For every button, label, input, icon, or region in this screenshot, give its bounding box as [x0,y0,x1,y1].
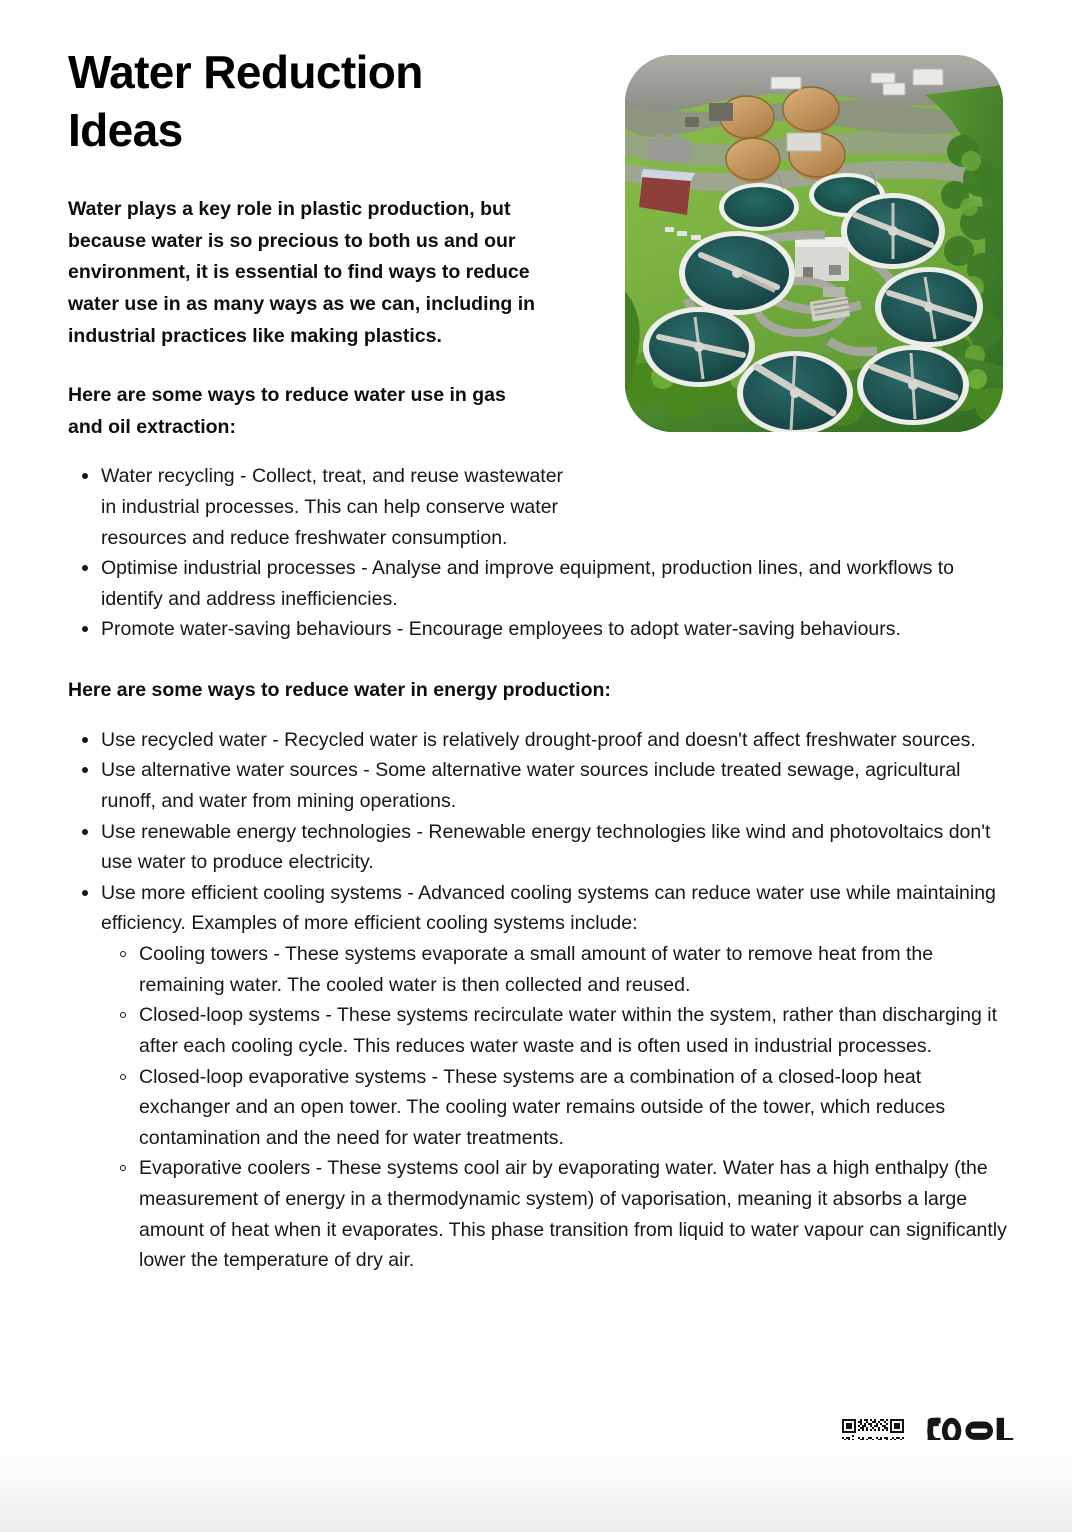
list-item-text: Optimise industrial processes - Analyse and improve equipment, production lines, and workflows to identify and address inefficiencies. [101,557,955,610]
section-1-heading: Here are some ways to reduce water use in gas and oil extraction: [68,383,506,438]
lead-paragraph: Water plays a key role in plastic production, but because water is so precious to both us and our environment, it is essential to find ways to reduce water use in as many ways as we can, including in industrial practices like making plastics. [68,197,536,348]
list-item-text: Water recycling - Collect, treat, and reuse wastewater in industrial processes. This can help conserve water resources and reduce freshwater consumption. [101,465,564,549]
page-title-line-1: Water Reduction [68,46,423,98]
qr-code[interactable] [840,1417,906,1483]
cool-org-logo[interactable] [924,1414,1016,1486]
page-title-line-2: Ideas [68,103,183,156]
list-item [139,1000,1012,1061]
document-body [68,44,1012,1276]
list-item-text: Use alternative water sources - Some alternative water sources include treated sewage, agricultural runoff, and water from mining operations. [101,759,961,813]
list-item-text: Cooling towers - These systems evaporate a small amount of water to remove heat from the remaining water. The cooled water is then collected and reused. [139,943,934,996]
list-item [139,939,1012,1000]
list-item [101,755,1012,816]
list-item-text: Closed-loop evaporative systems - These systems are a combination of a closed-loop heat exchanger and an open tower. The cooling water remains outside of the tower, which reduces contamination and the need for water treatments. [139,1065,946,1149]
list-item-text: Closed-loop systems - These systems recirculate water within the system, rather than discharging it after each cooling cycle. This reduces water waste and is often used in industrial processes. [139,1004,997,1057]
page-title [68,44,588,160]
section-2-bullet-list [68,725,1012,1276]
list-item [101,817,1012,878]
list-item [139,1153,1012,1275]
list-item-text: Use recycled water - Recycled water is relatively drought-proof and doesn't affect freshwater sources. [101,728,976,751]
section-1-bullet-list [68,461,1012,645]
list-item-text: Promote water-saving behaviours - Encourage employees to adopt water-saving behaviours. [101,618,901,641]
list-item [101,614,1012,645]
list-item [101,725,1012,756]
list-item [101,878,1012,1276]
cooling-systems-sub-list [101,939,1012,1276]
list-item-text: Use more efficient cooling systems - Advanced cooling systems can reduce water use while maintaining efficiency. Examples of more efficient cooling systems include: [101,881,996,935]
list-item [101,461,1012,553]
list-item [139,1062,1012,1154]
list-item-text: Evaporative coolers - These systems cool air by evaporating water. Water has a high enthalpy (the measurement of energy in a thermodynamic system) of vaporisation, meaning it absorbs a large amount of heat when it evaporates. This phase transition from liquid to water vapour can significantly lower the temperature of dry air. [139,1157,1007,1272]
list-item-text: Use renewable energy technologies - Renewable energy technologies like wind and photovoltaics don't use water to produce electricity. [101,820,991,874]
section-2-heading: Here are some ways to reduce water in energy production: [68,679,611,702]
footer-branding [840,1414,1016,1486]
list-item [101,553,1012,614]
